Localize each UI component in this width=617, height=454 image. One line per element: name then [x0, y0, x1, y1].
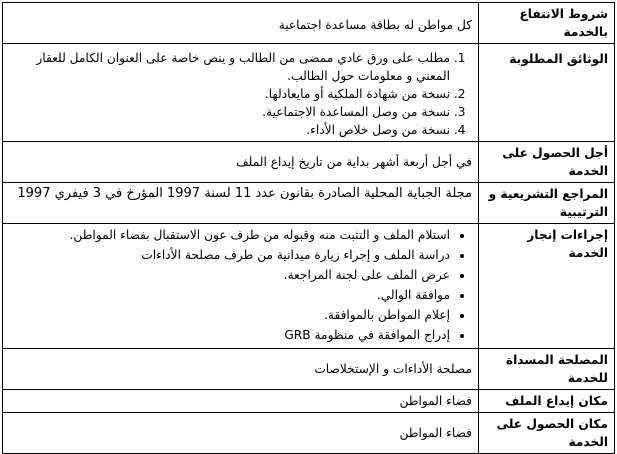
- list-item: 4. نسخة من وصل خلاص الأداء.: [9, 121, 450, 139]
- list-item: • استلام الملف و التثبت منه وقبوله من طرف عون الاستقبال بفضاء المواطن.: [9, 226, 450, 244]
- row-label: الوثائق المطلوبة: [479, 44, 615, 142]
- table-row: [3, 3, 615, 44]
- row-value: فضاء المواطن: [3, 413, 479, 454]
- procedures-list: [9, 226, 472, 344]
- row-value: فضاء المواطن: [3, 390, 479, 413]
- row-label: مكان الحصول على الخدمة: [479, 413, 615, 454]
- row-value: في أجل أربعة أشهر بداية من تاريخ إيداع الملف: [3, 142, 479, 183]
- service-table: [2, 2, 615, 454]
- list-item: 1. مطلب على ورق عادي ممضى من الطالب و ينص خاصة على العنوان الكامل للعقار المعني و معلومات حول الطالب.: [9, 49, 450, 85]
- table-row: [3, 349, 615, 390]
- row-label: أجل الحصول على الخدمة: [479, 142, 615, 183]
- row-label: شروط الانتفاع بالخدمة: [479, 3, 615, 44]
- list-item: • إدراج الموافقة في منظومة GRB: [9, 326, 450, 344]
- row-label: المراجع التشريعية و الترتيبية: [479, 183, 615, 224]
- row-value: كل مواطن له بطاقة مساعدة اجتماعية: [3, 3, 479, 44]
- table-row: [3, 413, 615, 454]
- row-label: إجراءات إنجاز الخدمة: [479, 224, 615, 349]
- list-item: • إعلام المواطن بالموافقة.: [9, 306, 450, 324]
- row-value: مصلحة الأداءات و الإستخلاصات: [3, 349, 479, 390]
- row-value: مجلة الجباية المحلية الصادرة بقانون عدد 11 لسنة 1997 المؤرخ في 3 فيفري 1997: [3, 183, 479, 224]
- row-label: مكان إيداع الملف: [479, 390, 615, 413]
- list-item: • عرض الملف على لجنة المراجعة.: [9, 266, 450, 284]
- row-label: المصلحة المسداة للخدمة: [479, 349, 615, 390]
- list-item: 3. نسخة من وصل المساعدة الاجتماعية.: [9, 103, 450, 121]
- list-item: • دراسة الملف و إجراء زيارة ميدانية من طرف مصلحة الأداءات: [9, 246, 450, 264]
- row-value: [3, 44, 479, 142]
- row-value: [3, 224, 479, 349]
- table-row: [3, 183, 615, 224]
- list-item: 2. نسخة من شهادة الملكية أو مايعادلها.: [9, 85, 450, 103]
- table-row: [3, 44, 615, 142]
- table-row: [3, 142, 615, 183]
- documents-list: [9, 49, 472, 139]
- table-row: [3, 224, 615, 349]
- list-item: • موافقة الوالي.: [9, 286, 450, 304]
- table-row: [3, 390, 615, 413]
